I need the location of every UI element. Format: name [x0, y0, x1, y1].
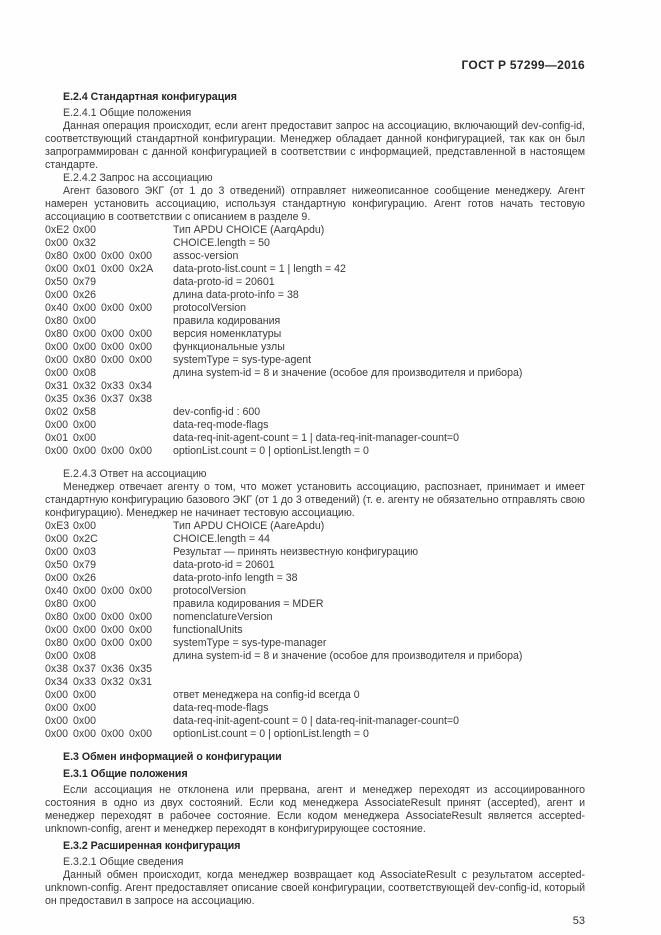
hex-description: data-proto-info length = 38	[173, 572, 298, 584]
hex-byte: 0x00	[101, 585, 124, 597]
hex-byte: 0x33	[101, 380, 124, 392]
hex-description: systemType = sys-type-manager	[173, 637, 327, 649]
hex-byte: 0x00	[101, 445, 124, 457]
hex-byte: 0x00	[73, 689, 96, 701]
hex-byte	[101, 289, 129, 302]
hex-byte: 0x31	[45, 380, 68, 392]
hex-byte: 0x00	[101, 341, 124, 353]
hex-byte: 0x50	[45, 559, 68, 571]
hex-byte: 0x00	[45, 689, 68, 701]
hex-byte	[101, 689, 129, 702]
hex-row	[45, 624, 585, 637]
hex-byte: 0x34	[129, 380, 152, 392]
hex-row	[45, 572, 585, 585]
paragraph-e241: Данная операция происходит, если агент предоставит запрос на ассоциацию, включающий dev-config-id, соответствующий стандартной конфигурации. Менеджер обладает данной конфигурацией, так как он был запрограммирован с данной конфигурацией в соответствии с информацией, представленной в настоящем стандарте.	[45, 120, 585, 171]
hex-byte	[129, 432, 157, 445]
hex-byte: 0x00	[45, 367, 68, 379]
hex-byte	[129, 224, 157, 237]
hex-byte: 0x00	[101, 728, 124, 740]
hex-description: data-req-init-agent-count = 1 | data-req-init-manager-count=0	[173, 432, 460, 444]
hex-byte	[129, 276, 157, 289]
hex-description: data-proto-id = 20601	[173, 559, 275, 571]
hex-row	[45, 585, 585, 598]
hex-byte: 0x00	[73, 224, 96, 236]
hex-description: optionList.count = 0 | optionList.length = 0	[173, 445, 369, 457]
hex-byte	[129, 650, 157, 663]
hex-byte: 0x00	[45, 546, 68, 558]
hex-byte: 0x80	[45, 315, 68, 327]
hex-description: версия номенклатуры	[173, 328, 282, 340]
page-content	[45, 91, 585, 928]
hex-byte	[129, 533, 157, 546]
heading-e241: Е.2.4.1 Общие положения	[63, 107, 192, 119]
heading-e321: Е.3.2.1 Общие сведения	[63, 856, 184, 868]
hex-byte	[129, 598, 157, 611]
hex-byte: 0x00	[129, 585, 152, 597]
hex-byte: 0x00	[45, 728, 68, 740]
hex-row	[45, 341, 585, 354]
hex-byte: 0x2A	[129, 263, 154, 275]
hex-description: функциональные узлы	[173, 341, 285, 353]
hex-byte	[129, 289, 157, 302]
hex-byte	[101, 702, 129, 715]
hex-row	[45, 224, 585, 237]
hex-byte: 0x00	[101, 611, 124, 623]
hex-row	[45, 533, 585, 546]
hex-byte: 0x35	[129, 663, 152, 675]
paragraph-e242: Агент базового ЭКГ (от 1 до 3 отведений) отправляет нижеописанное сообщение менеджеру. Агент намерен установить ассоциацию, используя стандартную конфигурацию. Агент готов начать тестовую ассоциацию в соответствии с описанием в разделе 9.	[45, 185, 585, 223]
hex-row	[45, 728, 585, 741]
hex-description: data-req-init-agent-count = 0 | data-req-init-manager-count=0	[173, 715, 460, 727]
hex-byte: 0x00	[101, 624, 124, 636]
hex-byte: 0x38	[45, 663, 68, 675]
hex-byte: 0x00	[73, 302, 96, 314]
hex-byte	[129, 406, 157, 419]
hex-table-association-request	[45, 224, 585, 458]
hex-row	[45, 702, 585, 715]
hex-byte: 0x01	[73, 263, 96, 275]
hex-byte: 0x00	[129, 728, 152, 740]
hex-description: ответ менеджера на config-id всегда 0	[173, 689, 360, 701]
hex-byte: 0x79	[73, 276, 96, 288]
hex-byte: 0x00	[101, 263, 124, 275]
hex-row	[45, 406, 585, 419]
hex-byte: 0x32	[73, 237, 96, 249]
hex-byte	[101, 367, 129, 380]
running-header-standard-code: ГОСТ Р 57299—2016	[461, 58, 585, 72]
hex-description: правила кодирования	[173, 315, 281, 327]
hex-byte	[129, 367, 157, 380]
hex-row	[45, 559, 585, 572]
heading-e32: Е.3.2 Расширенная конфигурация	[63, 840, 241, 852]
hex-byte	[101, 419, 129, 432]
hex-byte: 0x50	[45, 276, 68, 288]
hex-byte	[129, 419, 157, 432]
hex-row	[45, 393, 585, 406]
hex-byte	[129, 702, 157, 715]
hex-byte: 0x00	[129, 445, 152, 457]
hex-byte: 0x00	[129, 637, 152, 649]
hex-byte: 0x79	[73, 559, 96, 571]
page-number: 53	[572, 915, 585, 927]
hex-row	[45, 315, 585, 328]
hex-description: data-proto-list.count = 1 | length = 42	[173, 263, 346, 275]
hex-description: длина system-id = 8 и значение (особое для производителя и прибора)	[173, 650, 523, 662]
hex-byte: 0x80	[45, 598, 68, 610]
hex-byte: 0x80	[45, 637, 68, 649]
hex-row	[45, 250, 585, 263]
hex-byte: 0x36	[73, 393, 96, 405]
hex-description: CHOICE.length = 44	[173, 533, 270, 545]
hex-byte: 0x00	[45, 263, 68, 275]
heading-e243: Е.2.4.3 Ответ на ассоциацию	[63, 468, 207, 480]
hex-byte: 0x00	[73, 637, 96, 649]
hex-byte	[101, 276, 129, 289]
hex-row	[45, 302, 585, 315]
hex-row	[45, 445, 585, 458]
hex-byte: 0x58	[73, 406, 96, 418]
hex-row	[45, 263, 585, 276]
hex-byte	[129, 715, 157, 728]
hex-row	[45, 689, 585, 702]
hex-description: systemType = sys-type-agent	[173, 354, 312, 366]
hex-description	[157, 380, 585, 393]
hex-byte: 0x00	[45, 702, 68, 714]
hex-byte: 0x80	[73, 354, 96, 366]
hex-byte: 0x00	[45, 572, 68, 584]
hex-description: protocolVersion	[173, 585, 247, 597]
hex-byte: 0x00	[129, 328, 152, 340]
hex-byte: 0x00	[45, 341, 68, 353]
hex-description: assoc-version	[173, 250, 239, 262]
hex-byte: 0x00	[73, 250, 96, 262]
hex-byte: 0x00	[73, 445, 96, 457]
hex-row	[45, 546, 585, 559]
hex-description: data-req-mode-flags	[173, 419, 269, 431]
hex-byte: 0x00	[73, 315, 96, 327]
hex-description: длина data-proto-info = 38	[173, 289, 299, 301]
hex-byte: 0x01	[45, 432, 68, 444]
hex-byte: 0x00	[45, 533, 68, 545]
hex-byte	[101, 533, 129, 546]
hex-description: nomenclatureVersion	[173, 611, 273, 623]
hex-byte: 0x00	[73, 341, 96, 353]
hex-byte: 0x00	[45, 624, 68, 636]
hex-byte: 0x03	[73, 546, 96, 558]
hex-description: data-proto-id = 20601	[173, 276, 275, 288]
hex-description: optionList.count = 0 | optionList.length = 0	[173, 728, 369, 740]
hex-description: Результат — принять неизвестную конфигурацию	[173, 546, 419, 558]
hex-row	[45, 432, 585, 445]
hex-byte: 0x26	[73, 572, 96, 584]
hex-byte: 0x00	[129, 624, 152, 636]
hex-byte	[129, 520, 157, 533]
hex-byte: 0x00	[129, 354, 152, 366]
hex-byte: 0x80	[45, 250, 68, 262]
hex-byte: 0x00	[73, 520, 96, 532]
hex-byte: 0x00	[45, 419, 68, 431]
hex-byte: 0x00	[73, 611, 96, 623]
hex-row	[45, 289, 585, 302]
hex-byte	[129, 237, 157, 250]
hex-description	[157, 393, 585, 406]
hex-byte: 0x00	[101, 637, 124, 649]
hex-byte	[101, 224, 129, 237]
hex-byte: 0x33	[73, 676, 96, 688]
hex-row	[45, 663, 585, 676]
hex-byte: 0xE2	[45, 224, 70, 236]
hex-description: protocolVersion	[173, 302, 247, 314]
hex-byte	[101, 546, 129, 559]
hex-byte: 0xE3	[45, 520, 70, 532]
hex-row	[45, 237, 585, 250]
hex-byte: 0x80	[45, 328, 68, 340]
hex-byte: 0x80	[45, 611, 68, 623]
hex-description: CHOICE.length = 50	[173, 237, 270, 249]
hex-byte: 0x00	[101, 354, 124, 366]
hex-byte: 0x00	[45, 445, 68, 457]
paragraph-e243: Менеджер отвечает агенту о том, что может установить ассоциацию, распознает, принимает и имеет стандартную конфигурацию базового ЭКГ (от 1 до 3 отведений) (т. е. агенту не обязательно отправлять свою конфигурацию). Менеджер не начинает тестовую ассоциацию.	[45, 481, 585, 519]
hex-description: dev-config-id : 600	[173, 406, 261, 418]
hex-row	[45, 598, 585, 611]
hex-byte: 0x36	[101, 663, 124, 675]
hex-row	[45, 328, 585, 341]
hex-row	[45, 637, 585, 650]
hex-byte: 0x00	[129, 250, 152, 262]
hex-byte: 0x00	[45, 237, 68, 249]
heading-e31: Е.3.1 Общие положения	[63, 768, 188, 780]
heading-e242: Е.2.4.2 Запрос на ассоциацию	[63, 172, 213, 184]
hex-byte: 0x00	[101, 302, 124, 314]
hex-byte: 0x00	[73, 728, 96, 740]
hex-byte: 0x40	[45, 302, 68, 314]
hex-byte	[101, 650, 129, 663]
hex-row	[45, 520, 585, 533]
hex-byte	[101, 406, 129, 419]
hex-byte: 0x00	[73, 702, 96, 714]
hex-byte	[101, 237, 129, 250]
hex-byte	[101, 715, 129, 728]
hex-description: правила кодирования = MDER	[173, 598, 324, 610]
hex-byte: 0x34	[45, 676, 68, 688]
hex-row	[45, 676, 585, 689]
hex-byte: 0x02	[45, 406, 68, 418]
hex-description	[157, 663, 585, 676]
hex-byte	[101, 315, 129, 328]
hex-byte: 0x00	[129, 341, 152, 353]
hex-byte: 0x00	[73, 419, 96, 431]
heading-e3: Е.3 Обмен информацией о конфигурации	[63, 751, 282, 763]
hex-row	[45, 419, 585, 432]
hex-byte: 0x00	[45, 354, 68, 366]
paragraph-e31: Если ассоциация не отклонена или прервана, агент и менеджер переходят из ассоциированного состояния в одно из двух состояний. Если код менеджера AssociateResult принят (accepted), агент и менеджер переходят в рабочее состояние. Если кодом менеджера AssociateResult является accepted-unknown-config, агент и менеджер переходят в конфигурирующее состояние.	[45, 784, 585, 835]
hex-byte: 0x08	[73, 650, 96, 662]
hex-byte: 0x08	[73, 367, 96, 379]
hex-description: Тип APDU CHOICE (AarqApdu)	[173, 224, 325, 236]
hex-table-association-response	[45, 520, 585, 741]
hex-byte	[101, 520, 129, 533]
hex-byte	[101, 432, 129, 445]
hex-byte: 0x32	[101, 676, 124, 688]
hex-description	[157, 676, 585, 689]
hex-byte: 0x00	[73, 715, 96, 727]
hex-byte: 0x00	[45, 650, 68, 662]
paragraph-e321: Данный обмен происходит, когда менеджер возвращает код AssociateResult с результатом accepted-unknown-config. Агент предоставляет описание своей конфигурации, соответствующей dev-config-id, который он предоставил в запросе на ассоциацию.	[45, 869, 585, 907]
hex-byte: 0x37	[101, 393, 124, 405]
hex-row	[45, 715, 585, 728]
hex-row	[45, 650, 585, 663]
hex-byte: 0x26	[73, 289, 96, 301]
hex-byte: 0x00	[73, 328, 96, 340]
hex-byte: 0x2C	[73, 533, 98, 545]
hex-byte: 0x00	[73, 585, 96, 597]
hex-byte: 0x00	[45, 289, 68, 301]
hex-byte: 0x00	[73, 624, 96, 636]
hex-description: functionalUnits	[173, 624, 243, 636]
hex-byte	[129, 572, 157, 585]
hex-byte	[101, 559, 129, 572]
hex-row	[45, 380, 585, 393]
hex-byte: 0x37	[73, 663, 96, 675]
hex-byte: 0x40	[45, 585, 68, 597]
hex-byte: 0x00	[101, 328, 124, 340]
hex-byte	[129, 546, 157, 559]
hex-byte: 0x00	[73, 598, 96, 610]
hex-row	[45, 611, 585, 624]
hex-byte: 0x00	[101, 250, 124, 262]
hex-byte: 0x00	[129, 302, 152, 314]
hex-description: Тип APDU CHOICE (AareApdu)	[173, 520, 325, 532]
hex-row	[45, 367, 585, 380]
hex-byte	[129, 315, 157, 328]
hex-byte	[129, 559, 157, 572]
hex-description: data-req-mode-flags	[173, 702, 269, 714]
hex-byte	[101, 598, 129, 611]
hex-byte: 0x31	[129, 676, 152, 688]
hex-byte: 0x38	[129, 393, 152, 405]
hex-byte: 0x32	[73, 380, 96, 392]
hex-byte: 0x00	[45, 715, 68, 727]
hex-byte	[129, 689, 157, 702]
hex-row	[45, 276, 585, 289]
hex-byte: 0x00	[73, 432, 96, 444]
hex-byte	[101, 572, 129, 585]
hex-byte: 0x00	[129, 611, 152, 623]
hex-description: длина system-id = 8 и значение (особое для производителя и прибора)	[173, 367, 523, 379]
hex-byte: 0x35	[45, 393, 68, 405]
hex-row	[45, 354, 585, 367]
heading-e24: Е.2.4 Стандартная конфигурация	[63, 91, 237, 103]
